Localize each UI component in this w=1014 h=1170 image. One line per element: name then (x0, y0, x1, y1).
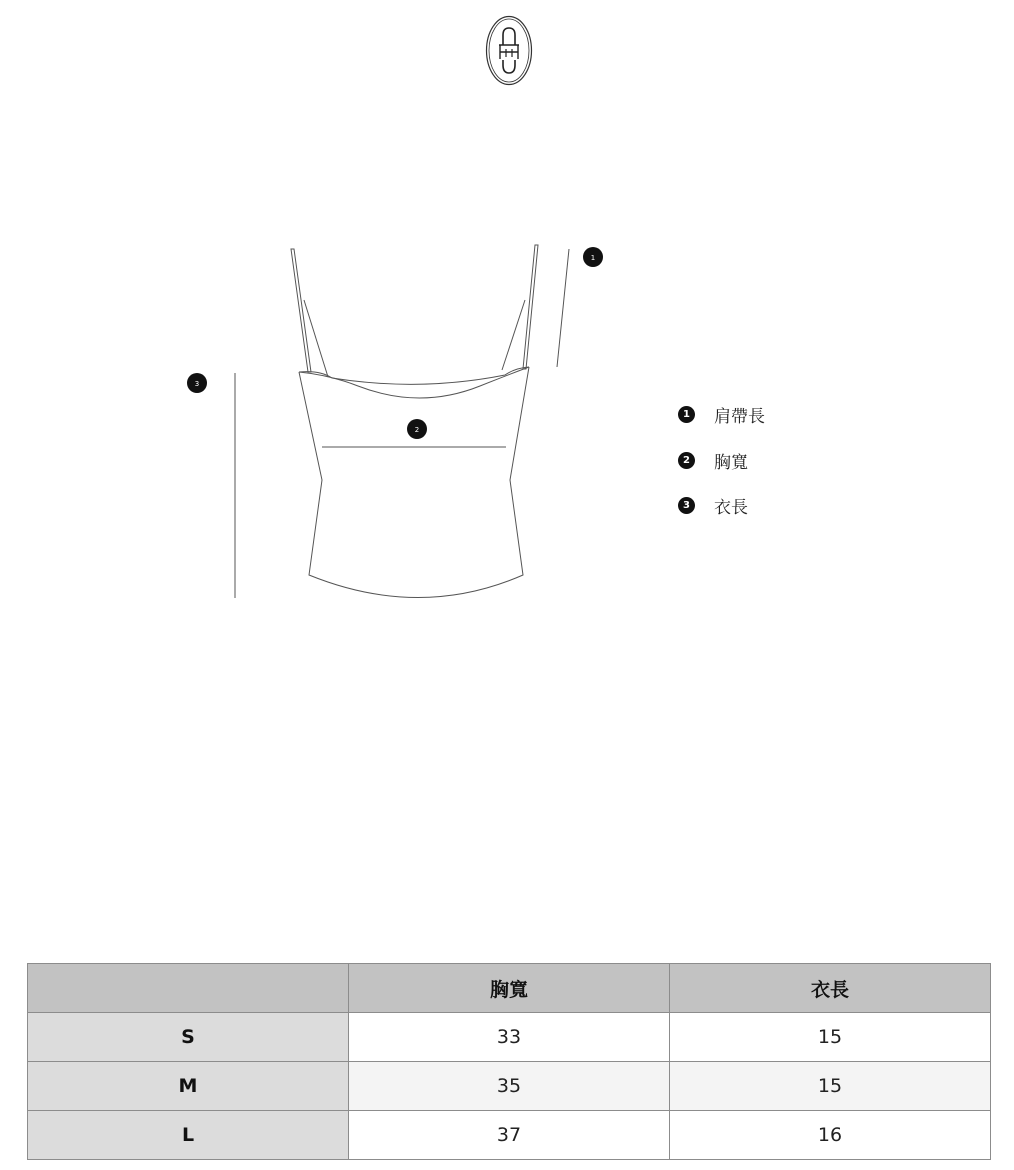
marker-3-label: 3 (194, 380, 200, 388)
marker-2-label: 2 (414, 426, 420, 434)
legend-item (678, 494, 748, 516)
size-label: L (28, 1111, 349, 1160)
column-header-chest: 胸寬 (349, 964, 670, 1013)
column-header-size (28, 964, 349, 1013)
legend-label: 衣長 (714, 497, 748, 518)
marker-1-label: 1 (590, 254, 596, 262)
length-value: 15 (670, 1013, 991, 1062)
legend-label: 肩帶長 (714, 406, 765, 427)
length-value: 15 (670, 1062, 991, 1111)
strap-measure-line (557, 249, 569, 367)
size-label: S (28, 1013, 349, 1062)
table-header-row (28, 964, 991, 1013)
left-strap (291, 249, 311, 372)
marker-2 (407, 419, 427, 439)
legend-label: 胸寬 (714, 452, 748, 473)
left-strap-inner (304, 300, 328, 377)
neckline-front (299, 367, 529, 398)
legend-number: 3 (678, 497, 695, 514)
neckline-top (299, 367, 529, 384)
chest-value: 33 (349, 1013, 670, 1062)
table-row (28, 1111, 991, 1160)
size-label: M (28, 1062, 349, 1111)
right-strap-inner (502, 300, 525, 370)
table-row (28, 1013, 991, 1062)
legend-item (678, 403, 765, 425)
column-header-length: 衣長 (670, 964, 991, 1013)
chest-value: 37 (349, 1111, 670, 1160)
legend-number: 2 (678, 452, 695, 469)
garment-body (299, 367, 529, 598)
marker-3 (187, 373, 207, 393)
right-strap (523, 245, 538, 369)
chest-value: 35 (349, 1062, 670, 1111)
legend-item (678, 449, 748, 471)
length-value: 16 (670, 1111, 991, 1160)
legend-number: 1 (678, 406, 695, 423)
size-table (27, 963, 991, 1160)
marker-1 (583, 247, 603, 267)
table-row (28, 1062, 991, 1111)
